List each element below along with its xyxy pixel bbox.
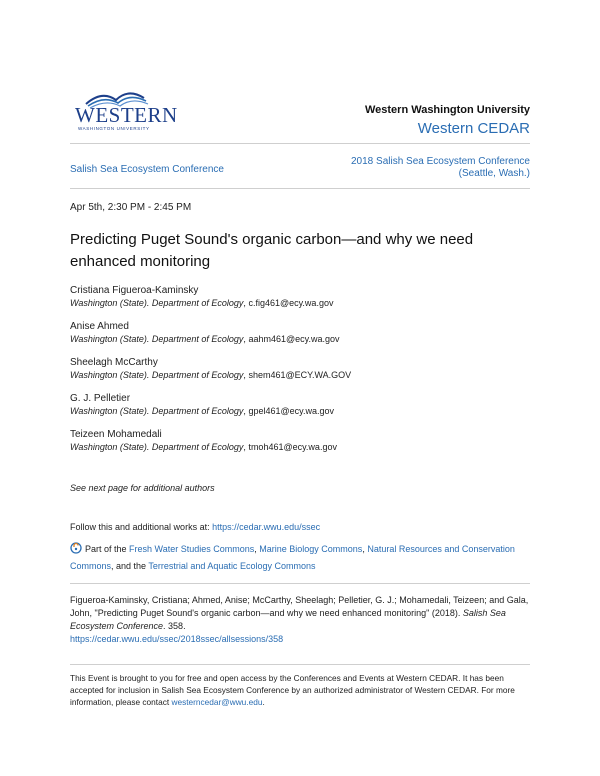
natural-resources-commons-link[interactable]: Natural Resources and Conservation Commons (70, 544, 515, 571)
fresh-water-commons-link[interactable]: Fresh Water Studies Commons (129, 544, 255, 554)
affiliation-org: Washington (State). Department of Ecology (70, 334, 244, 344)
marine-biology-commons-link[interactable]: Marine Biology Commons (259, 544, 363, 554)
divider (70, 143, 530, 144)
affiliation-org: Washington (State). Department of Ecology (70, 298, 244, 308)
conference-link-line2[interactable]: (Seattle, Wash.) (458, 168, 530, 179)
recommended-citation (70, 594, 530, 646)
author-name: Cristiana Figueroa-Kaminsky (70, 285, 199, 296)
affiliation-org: Washington (State). Department of Ecology (70, 442, 244, 452)
follow-text: Follow this and additional works at: (70, 522, 213, 532)
author-affiliation: Washington (State). Department of Ecology, gpel461@ecy.wa.gov (70, 406, 334, 416)
author-name: G. J. Pelletier (70, 393, 131, 404)
separator: , and the (111, 561, 149, 571)
author-name: Teizeen Mohamedali (70, 429, 162, 440)
open-access-icon (70, 542, 82, 554)
terrestrial-aquatic-commons-link[interactable]: Terrestrial and Aquatic Ecology Commons (148, 561, 316, 571)
university-name: Western Washington University (364, 104, 530, 116)
university-logo (72, 86, 178, 134)
separator: , (254, 544, 260, 554)
contact-email-link[interactable]: westerncedar@wwu.edu (171, 697, 263, 707)
divider (70, 664, 530, 665)
series-link[interactable]: Salish Sea Ecosystem Conference (70, 164, 224, 175)
author-affiliation: Washington (State). Department of Ecology, aahm461@ecy.wa.gov (70, 334, 340, 344)
conference-link[interactable] (310, 156, 530, 180)
author-email: c.fig461@ecy.wa.gov (248, 298, 334, 308)
event-datetime: Apr 5th, 2:30 PM - 2:45 PM (70, 202, 192, 213)
follow-line (70, 522, 320, 532)
conference-link-line1[interactable]: 2018 Salish Sea Ecosystem Conference (351, 156, 530, 167)
author-name: Sheelagh McCarthy (70, 357, 158, 368)
citation-url-link[interactable]: https://cedar.wwu.edu/ssec/2018ssec/allsessions/358 (70, 634, 284, 644)
repository-link[interactable]: Western CEDAR (417, 120, 530, 137)
author-affiliation: Washington (State). Department of Ecology, c.fig461@ecy.wa.gov (70, 298, 334, 308)
author-name: Anise Ahmed (70, 321, 129, 332)
divider (70, 583, 530, 584)
author-affiliation: Washington (State). Department of Ecology, shem461@ECY.WA.GOV (70, 370, 352, 380)
citation-journal: Salish Sea Ecosystem Conference (70, 608, 506, 631)
author-email: aahm461@ecy.wa.gov (248, 334, 340, 344)
affiliation-org: Washington (State). Department of Ecology (70, 370, 244, 380)
paper-title: Predicting Puget Sound's organic carbon—and why we need enhanced monitoring (70, 231, 474, 270)
notice-text: This Event is brought to you for free and open access by the Conferences and Events at Western CEDAR. It has been accepted for inclusion in Salish Sea Ecosystem Conference by an authorized administrator of Western CEDAR. For more information, please contact (70, 673, 515, 707)
citation-number: . 358. (163, 621, 186, 631)
separator: , (362, 544, 368, 554)
divider (70, 188, 530, 189)
affiliation-org: Washington (State). Department of Ecology (70, 406, 244, 416)
author-affiliation: Washington (State). Department of Ecology, tmoh461@ecy.wa.gov (70, 442, 337, 452)
additional-authors-note: See next page for additional authors (70, 483, 215, 493)
logo-wordmark: WESTERN (75, 103, 178, 127)
access-notice (70, 672, 532, 708)
follow-url-link[interactable]: https://cedar.wwu.edu/ssec (212, 522, 321, 532)
part-of-prefix: Part of the (85, 544, 130, 554)
part-of-commons (70, 541, 530, 575)
author-email: shem461@ECY.WA.GOV (248, 370, 352, 380)
notice-end: . (262, 697, 265, 707)
citation-text: Figueroa-Kaminsky, Cristiana; Ahmed, Anise; McCarthy, Sheelagh; Pelletier, G. J.; Mohamedali, Teizeen; and Gala, John, "Predicting Puget Sound's organic carbon—and why we need enhanced monitoring" (2018). (70, 595, 529, 618)
author-email: gpel461@ecy.wa.gov (248, 406, 334, 416)
logo-subtitle: WASHINGTON UNIVERSITY (78, 126, 150, 131)
author-email: tmoh461@ecy.wa.gov (248, 442, 337, 452)
